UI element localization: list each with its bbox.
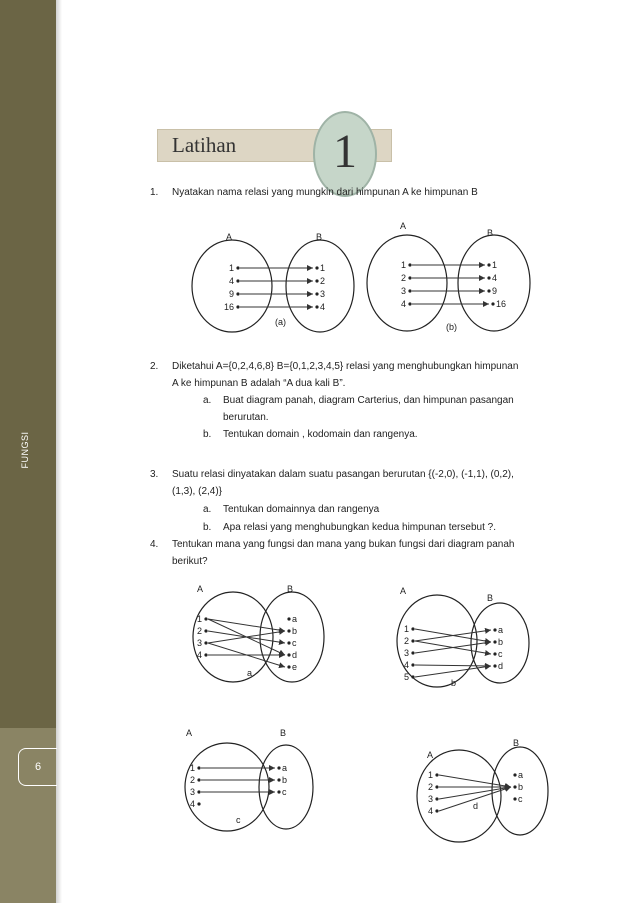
domain-element: 3 <box>189 787 195 797</box>
relation-arrow <box>415 630 491 641</box>
codomain-dot <box>287 641 290 644</box>
codomain-dot <box>493 640 496 643</box>
domain-element: 4 <box>189 799 195 809</box>
set-a-label: A <box>400 586 407 596</box>
codomain-element: 2 <box>320 276 326 286</box>
domain-dot <box>236 279 239 282</box>
codomain-dot <box>513 785 516 788</box>
domain-dot <box>411 663 414 666</box>
set-b-label: B <box>487 593 494 603</box>
domain-dot <box>197 778 200 781</box>
domain-element: 1 <box>427 770 433 780</box>
domain-dot <box>435 785 438 788</box>
codomain-element: 1 <box>320 263 326 273</box>
codomain-element: 9 <box>492 286 498 296</box>
question-number: 1. <box>150 187 159 198</box>
domain-element: 1 <box>400 260 406 270</box>
domain-element: 3 <box>403 648 409 658</box>
domain-dot <box>204 653 207 656</box>
subquestion-label: b. <box>203 429 212 440</box>
codomain-element: c <box>498 649 503 659</box>
codomain-element: 3 <box>320 289 326 299</box>
set-b-ellipse <box>458 235 530 331</box>
set-b-ellipse <box>286 240 354 332</box>
codomain-dot <box>513 797 516 800</box>
codomain-element: d <box>292 650 298 660</box>
domain-dot <box>411 675 414 678</box>
codomain-dot <box>487 276 490 279</box>
relation-arrow <box>439 787 511 799</box>
codomain-dot <box>493 652 496 655</box>
domain-dot <box>236 305 239 308</box>
set-a-ellipse <box>185 743 269 831</box>
question-text: Nyatakan nama relasi yang mungkin dari himpunan A ke himpunan B <box>172 187 478 198</box>
codomain-dot <box>315 266 318 269</box>
relation-arrow <box>439 775 511 787</box>
codomain-dot <box>493 628 496 631</box>
domain-dot <box>204 617 207 620</box>
domain-dot <box>204 641 207 644</box>
domain-element: 4 <box>400 299 406 309</box>
domain-dot <box>435 773 438 776</box>
domain-element: 5 <box>403 672 409 682</box>
codomain-element: b <box>292 626 298 636</box>
relation-arrow <box>208 619 285 631</box>
domain-element: 2 <box>189 775 195 785</box>
page-number: 6 <box>18 748 57 786</box>
domain-dot <box>435 797 438 800</box>
question-number: 3. <box>150 469 159 480</box>
codomain-dot <box>487 263 490 266</box>
set-a-ellipse <box>397 595 477 687</box>
domain-element: 3 <box>427 794 433 804</box>
codomain-element: e <box>292 662 298 672</box>
section-title: Latihan <box>172 133 237 157</box>
set-a-label: A <box>427 750 434 760</box>
domain-dot <box>236 292 239 295</box>
domain-dot <box>197 766 200 769</box>
codomain-dot <box>287 665 290 668</box>
codomain-element: 1 <box>492 260 498 270</box>
codomain-element: 16 <box>496 299 507 309</box>
set-a-label: A <box>400 221 407 231</box>
codomain-dot <box>487 289 490 292</box>
codomain-element: c <box>292 638 297 648</box>
domain-element: 3 <box>400 286 406 296</box>
relation-arrow <box>415 642 491 653</box>
codomain-dot <box>491 302 494 305</box>
codomain-element: a <box>282 763 288 773</box>
subquestion-text-line-2: berurutan. <box>223 412 269 423</box>
domain-element: 4 <box>427 806 433 816</box>
domain-element: 9 <box>228 289 234 299</box>
diagram-caption: (b) <box>446 322 457 332</box>
question-number: 4. <box>150 539 159 550</box>
domain-element: 4 <box>403 660 409 670</box>
set-a-ellipse <box>193 592 273 682</box>
codomain-dot <box>287 617 290 620</box>
domain-dot <box>408 302 411 305</box>
codomain-element: b <box>282 775 288 785</box>
set-a-ellipse <box>367 235 447 331</box>
domain-element: 1 <box>189 763 195 773</box>
set-b-label: B <box>487 228 494 238</box>
subquestion-text: Tentukan domainnya dan rangenya <box>223 504 380 515</box>
domain-dot <box>411 639 414 642</box>
domain-dot <box>197 802 200 805</box>
domain-dot <box>408 276 411 279</box>
set-a-ellipse <box>192 240 272 332</box>
codomain-element: a <box>518 770 524 780</box>
subquestion-label: b. <box>203 522 212 533</box>
subquestion-text: Tentukan domain , kodomain dan rangenya. <box>223 429 418 440</box>
codomain-dot <box>315 292 318 295</box>
domain-dot <box>408 263 411 266</box>
codomain-element: c <box>282 787 287 797</box>
relation-arrow <box>415 665 491 666</box>
question-text-line-2: berikut? <box>172 556 208 567</box>
codomain-dot <box>493 664 496 667</box>
diagram-caption: d <box>473 801 479 811</box>
set-a-label: A <box>197 584 204 594</box>
domain-dot <box>204 629 207 632</box>
codomain-element: c <box>518 794 523 804</box>
question-text-line-1: Diketahui A={0,2,4,6,8} B={0,1,2,3,4,5} relasi yang menghubungkan himpunan <box>172 361 519 372</box>
codomain-dot <box>315 279 318 282</box>
domain-element: 1 <box>228 263 234 273</box>
set-b-label: B <box>280 728 287 738</box>
codomain-dot <box>277 778 280 781</box>
question-text-line-2: A ke himpunan B adalah “A dua kali B”. <box>172 378 346 389</box>
question-text-line-1: Suatu relasi dinyatakan dalam suatu pasangan berurutan {(-2,0), (-1,1), (0,2), <box>172 469 514 480</box>
codomain-element: 4 <box>492 273 498 283</box>
domain-element: 2 <box>196 626 202 636</box>
set-b-label: B <box>316 232 323 242</box>
subquestion-label: a. <box>203 395 212 406</box>
set-b-label: B <box>513 738 520 748</box>
set-a-label: A <box>186 728 193 738</box>
codomain-element: a <box>292 614 298 624</box>
domain-dot <box>435 809 438 812</box>
diagram-caption: b <box>451 678 457 688</box>
exercise-number: 1 <box>333 125 357 178</box>
domain-dot <box>236 266 239 269</box>
domain-element: 4 <box>228 276 234 286</box>
domain-dot <box>197 790 200 793</box>
codomain-element: b <box>518 782 524 792</box>
diagram-caption: (a) <box>275 317 286 327</box>
domain-element: 2 <box>427 782 433 792</box>
question-number: 2. <box>150 361 159 372</box>
diagram-caption: c <box>236 815 241 825</box>
diagram-caption: a <box>247 668 253 678</box>
domain-dot <box>411 651 414 654</box>
question-text-line-2: (1,3), (2,4)} <box>172 486 223 497</box>
codomain-element: b <box>498 637 504 647</box>
codomain-dot <box>315 305 318 308</box>
domain-element: 16 <box>223 302 234 312</box>
domain-dot <box>408 289 411 292</box>
subquestion-text-line-1: Buat diagram panah, diagram Carterius, dan himpunan pasangan <box>223 395 514 406</box>
codomain-element: a <box>498 625 504 635</box>
set-a-label: A <box>226 232 233 242</box>
codomain-element: 4 <box>320 302 326 312</box>
domain-element: 2 <box>400 273 406 283</box>
domain-element: 1 <box>196 614 202 624</box>
domain-element: 1 <box>403 624 409 634</box>
codomain-dot <box>277 766 280 769</box>
codomain-dot <box>287 653 290 656</box>
subquestion-label: a. <box>203 504 212 515</box>
domain-element: 3 <box>196 638 202 648</box>
chapter-label: FUNGSI <box>20 431 30 469</box>
domain-dot <box>411 627 414 630</box>
question-text-line-1: Tentukan mana yang fungsi dan mana yang bukan fungsi dari diagram panah <box>172 539 515 550</box>
domain-element: 2 <box>403 636 409 646</box>
set-b-label: B <box>287 584 294 594</box>
domain-element: 4 <box>196 650 202 660</box>
codomain-dot <box>287 629 290 632</box>
codomain-element: d <box>498 661 504 671</box>
subquestion-text: Apa relasi yang menghubungkan kedua himpunan tersebut ?. <box>223 522 496 533</box>
codomain-dot <box>277 790 280 793</box>
codomain-dot <box>513 773 516 776</box>
